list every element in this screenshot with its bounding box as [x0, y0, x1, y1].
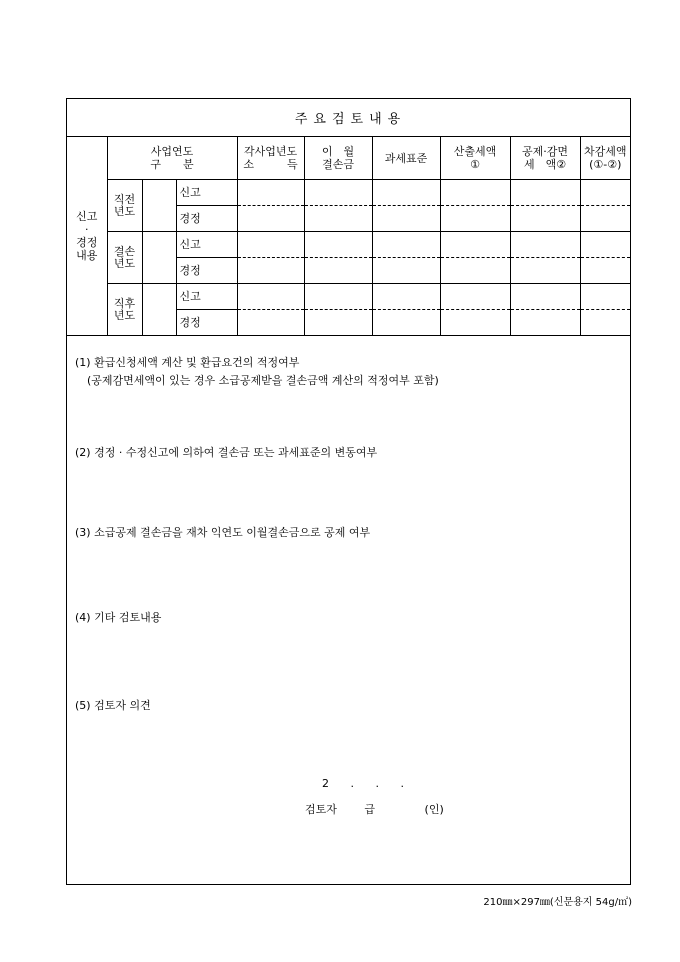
section-3: (3) 소급공제 결손금을 재차 익연도 이월결손금으로 공제 여부 — [75, 526, 371, 539]
side-label-cell: 신고 · 경정 내용 — [67, 137, 107, 336]
header-carryover-loss: 이 월 결손금 — [304, 137, 372, 180]
review-form — [66, 98, 631, 885]
year-label: 결손 년도 — [107, 232, 142, 284]
year-label: 직후 년도 — [107, 284, 142, 336]
form-title: 주 요 검 토 내 용 — [67, 99, 630, 137]
table-row — [67, 284, 630, 310]
kind-report: 신고 — [176, 180, 237, 206]
table-row — [67, 232, 630, 258]
header-income: 각사업년도 소 득 — [237, 137, 304, 180]
sign-date: 2 . . . — [322, 777, 404, 790]
reviewer-label: 검토자 — [305, 803, 337, 816]
blank-cell — [142, 284, 176, 336]
year-label: 직전 년도 — [107, 180, 142, 232]
grade-label: 급 — [364, 803, 376, 816]
table-row — [67, 180, 630, 206]
blank-cell — [142, 180, 176, 232]
header-year-type: 사업연도 구 분 — [107, 137, 237, 180]
header-tax-base: 과세표준 — [372, 137, 440, 180]
header-net-tax: 차감세액 (①-②) — [580, 137, 630, 180]
header-deduction: 공제·감면 세 액② — [510, 137, 580, 180]
seal-label: (인) — [424, 803, 444, 816]
review-table — [67, 137, 630, 336]
kind-correct: 경정 — [176, 310, 237, 336]
section-1: (1) 환급신청세액 계산 및 환급요건의 적정여부 — [75, 356, 300, 369]
header-calculated-tax: 산출세액 ① — [440, 137, 510, 180]
kind-report: 신고 — [176, 232, 237, 258]
kind-correct: 경정 — [176, 258, 237, 284]
signature-line — [305, 801, 468, 817]
kind-report: 신고 — [176, 284, 237, 310]
section-2: (2) 경정 · 수정신고에 의하여 결손금 또는 과세표준의 변동여부 — [75, 446, 378, 459]
table-header-row — [67, 137, 630, 180]
blank-cell — [142, 232, 176, 284]
section-1-note: (공제감면세액이 있는 경우 소급공제받을 결손금액 계산의 적정여부 포함) — [87, 374, 439, 387]
section-5: (5) 검토자 의견 — [75, 699, 151, 712]
section-4: (4) 기타 검토내용 — [75, 611, 162, 624]
kind-correct: 경정 — [176, 206, 237, 232]
paper-spec: 210㎜×297㎜(신문용지 54g/㎡) — [483, 897, 632, 908]
